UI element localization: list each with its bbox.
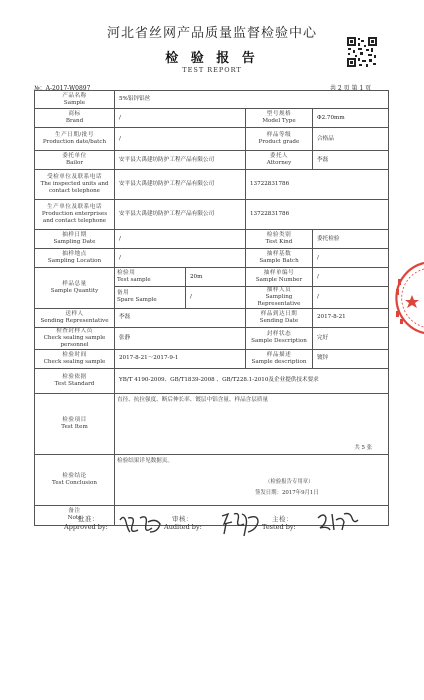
inspected-units-value: 安平县大禹建坊防护工程产品有限公司 bbox=[115, 170, 246, 200]
sampling-representative-label: 抽样人员 Sampling Representative bbox=[246, 287, 313, 309]
sampling-date-label: 抽样日期 Sampling Date bbox=[35, 230, 115, 249]
sample-number-label: 抽样单编号 Sample Number bbox=[246, 268, 313, 287]
product-grade-label: 样品等级 Product grade bbox=[246, 128, 313, 151]
model-type-value: Φ2.70mm bbox=[313, 109, 389, 128]
attorney-label: 委托人 Attorney bbox=[246, 151, 313, 170]
test-kind-label: 检验类别 Test Kind bbox=[246, 230, 313, 249]
row-production-date bbox=[35, 128, 389, 151]
sampling-date-value: / bbox=[115, 230, 246, 249]
test-standard-value: YB/T 4190-2009、GB/T1839-2008 、GB/T228.1-2010及企业提供技术要求 bbox=[115, 368, 389, 393]
official-seal-icon bbox=[390, 257, 424, 337]
row-test-conclusion bbox=[35, 454, 389, 505]
test-item-cell bbox=[115, 393, 389, 454]
inspected-units-phone: 13722831786 bbox=[246, 170, 389, 200]
test-conclusion-cell bbox=[115, 454, 389, 505]
note-label: 备注 Note bbox=[35, 505, 115, 525]
sample-number-value: / bbox=[313, 268, 389, 287]
sample-description2-value: 镀锌 bbox=[313, 349, 389, 368]
row-production-enterprises bbox=[35, 200, 389, 230]
sample-batch-label: 抽样基数 Sample Batch bbox=[246, 249, 313, 268]
report-table bbox=[34, 90, 389, 526]
tested-by-label: 主检： Tested by: bbox=[262, 515, 296, 531]
sampling-location-value: / bbox=[115, 249, 246, 268]
row-test-item bbox=[35, 393, 389, 454]
check-sealing-personnel-value: 张静 bbox=[115, 327, 246, 349]
check-sealing-sample-value: 2017-8-21～2017-9-1 bbox=[115, 349, 246, 368]
test-conclusion-value: 检验结果详见数据页。 bbox=[117, 457, 173, 464]
row-sending bbox=[35, 308, 389, 327]
production-date-label: 生产日期/批号 Production date/batch bbox=[35, 128, 115, 151]
row-sampling-location bbox=[35, 249, 389, 268]
production-enterprises-label: 生产单位及联系电话 Production enterprises and contact telephone bbox=[35, 200, 115, 230]
sample-description2-label: 样品描述 Sample description bbox=[246, 349, 313, 368]
sample-quantity-label: 样品总量 Sample Quantity bbox=[35, 268, 115, 309]
row-sample-quantity-1 bbox=[35, 268, 389, 287]
audited-by-label: 审核： Audited by: bbox=[164, 515, 202, 531]
production-enterprises-value: 安平县大禹建坊防护工程产品有限公司 bbox=[115, 200, 246, 230]
auditor-signature-icon bbox=[218, 510, 262, 538]
brand-value: / bbox=[115, 109, 246, 128]
institute-name: 河北省丝网产品质量监督检验中心 bbox=[106, 26, 317, 41]
row-bailor bbox=[35, 151, 389, 170]
attorney-value: 李磊 bbox=[313, 151, 389, 170]
report-subtitle: TEST REPORT bbox=[182, 66, 242, 74]
row-inspected-units bbox=[35, 170, 389, 200]
row-sampling-date bbox=[35, 230, 389, 249]
bailor-label: 委托单位 Bailor bbox=[35, 151, 115, 170]
sample-description-value: 完好 bbox=[313, 327, 389, 349]
production-enterprises-phone: 13722831786 bbox=[246, 200, 389, 230]
row-brand bbox=[35, 109, 389, 128]
check-sealing-sample-label: 检验时间 Check sealing sample bbox=[35, 349, 115, 368]
spare-sample-label: 备用 Spare Sample bbox=[115, 287, 186, 309]
tester-signature-icon bbox=[316, 510, 360, 534]
test-standard-label: 检验依据 Test Standard bbox=[35, 368, 115, 393]
sending-date-label: 样品到达日期 Sending Date bbox=[246, 308, 313, 327]
row-check-sealing-personnel bbox=[35, 327, 389, 349]
row-sample bbox=[35, 91, 389, 109]
report-number: №：A-2017-W0897 bbox=[34, 85, 91, 92]
production-date-value: / bbox=[115, 128, 246, 151]
report-title: 检 验 报 告 bbox=[165, 51, 259, 66]
row-test-standard bbox=[35, 368, 389, 393]
test-sample-value: 20m bbox=[186, 268, 246, 287]
test-kind-value: 委托检验 bbox=[313, 230, 389, 249]
sign-date: 签发日期：2017年9月1日 bbox=[255, 489, 319, 496]
approved-by-label: 批准： Approved by: bbox=[64, 515, 108, 531]
row-check-sealing-sample bbox=[35, 349, 389, 368]
sending-date-value: 2017-8-21 bbox=[313, 308, 389, 327]
seal-text: （检验报告专用章） bbox=[265, 478, 314, 485]
model-type-label: 型号规格 Model Type bbox=[246, 109, 313, 128]
sending-representative-label: 送样人 Sending Representative bbox=[35, 308, 115, 327]
sample-label: 产品名称 Sample bbox=[35, 91, 115, 109]
approver-signature-icon bbox=[118, 512, 162, 536]
test-item-value: 直径、抗拉强度、断后伸长率、镀层中铝含量、样品含层质量 bbox=[117, 396, 269, 403]
test-conclusion-label: 检验结论 Test Conclusion bbox=[35, 454, 115, 505]
check-sealing-personnel-label: 检查封样人员 Check sealing sample personnel bbox=[35, 327, 115, 349]
pages-note: 共 5 张 bbox=[354, 445, 372, 452]
sending-representative-value: 李磊 bbox=[115, 308, 246, 327]
page-info: 共 2 页 第 1 页 bbox=[330, 85, 372, 92]
sample-batch-value: / bbox=[313, 249, 389, 268]
sample-value: 5%铝锌铝丝 bbox=[115, 91, 389, 109]
sample-description-label: 封样状态 Sample Description bbox=[246, 327, 313, 349]
product-grade-value: 合格品 bbox=[313, 128, 389, 151]
sampling-representative-value: / bbox=[313, 287, 389, 309]
brand-label: 商标 Brand bbox=[35, 109, 115, 128]
spare-sample-value: / bbox=[186, 287, 246, 309]
test-item-label: 检验项目 Test Item bbox=[35, 393, 115, 454]
sampling-location-label: 抽样地点 Sampling Location bbox=[35, 249, 115, 268]
bailor-value: 安平县大禹建坊防护工程产品有限公司 bbox=[115, 151, 246, 170]
test-sample-label: 检验用 Test sample bbox=[115, 268, 186, 287]
inspected-units-label: 受检单位及联系电话 The inspected units and contact telephone bbox=[35, 170, 115, 200]
